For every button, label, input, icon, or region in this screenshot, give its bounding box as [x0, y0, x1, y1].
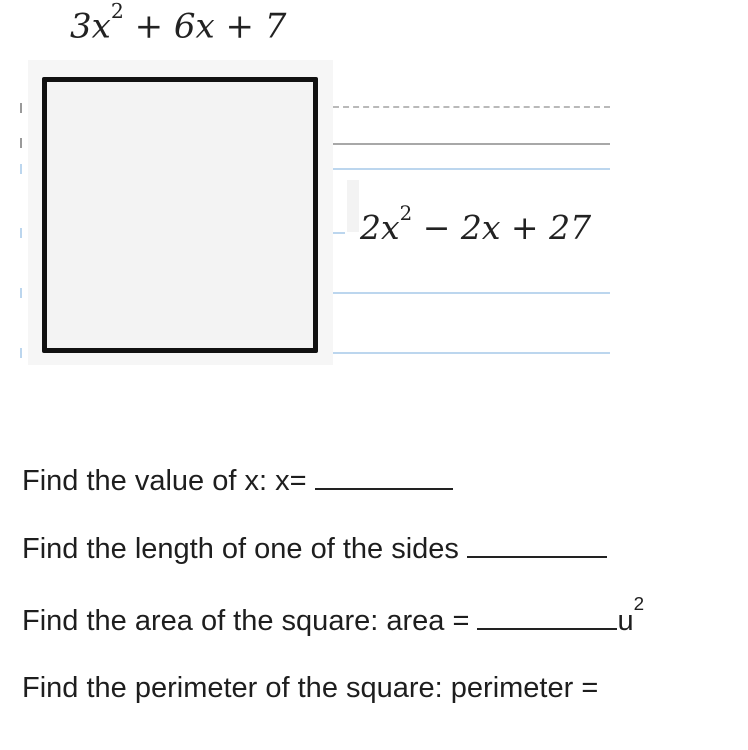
question-text: Find the length of one of the sides [22, 533, 459, 565]
left-mark [20, 288, 22, 298]
left-mark [20, 138, 22, 148]
blue-rule-2 [333, 232, 345, 234]
question-side-length [22, 530, 607, 566]
blue-rule-1 [333, 168, 610, 170]
left-mark [20, 228, 22, 238]
answer-blank-x[interactable] [315, 462, 453, 490]
unit-exponent: 2 [633, 592, 645, 614]
question-area [22, 592, 645, 638]
question-text: Find the value of x: x= [22, 465, 307, 497]
dashed-rule [333, 106, 610, 108]
top-expression-rest: + 6x + 7 [123, 6, 287, 47]
question-perimeter [22, 672, 598, 705]
top-expression-main: 3x [70, 6, 111, 47]
question-text: Find the perimeter of the square: perimeter = [22, 672, 599, 704]
left-mark [20, 164, 22, 174]
blue-rule-3 [333, 292, 610, 294]
side-expression-main: 2x [360, 208, 400, 247]
unit-base: u [617, 605, 634, 637]
top-side-expression [70, 0, 287, 47]
answer-blank-area[interactable] [477, 602, 617, 630]
top-expression-exponent: 2 [110, 0, 124, 23]
question-value-of-x [22, 462, 453, 498]
area-unit [617, 592, 645, 637]
side-expression-rest: − 2x + 27 [412, 208, 592, 247]
left-mark [20, 103, 22, 113]
gray-rule [333, 143, 610, 145]
side-divider [347, 180, 359, 232]
question-text: Find the area of the square: area = [22, 605, 470, 637]
left-mark [20, 348, 22, 358]
blue-rule-4 [333, 352, 610, 354]
answer-blank-side[interactable] [467, 530, 607, 558]
right-side-expression [360, 202, 592, 247]
side-expression-exponent: 2 [399, 202, 413, 226]
square-shape [42, 77, 318, 353]
